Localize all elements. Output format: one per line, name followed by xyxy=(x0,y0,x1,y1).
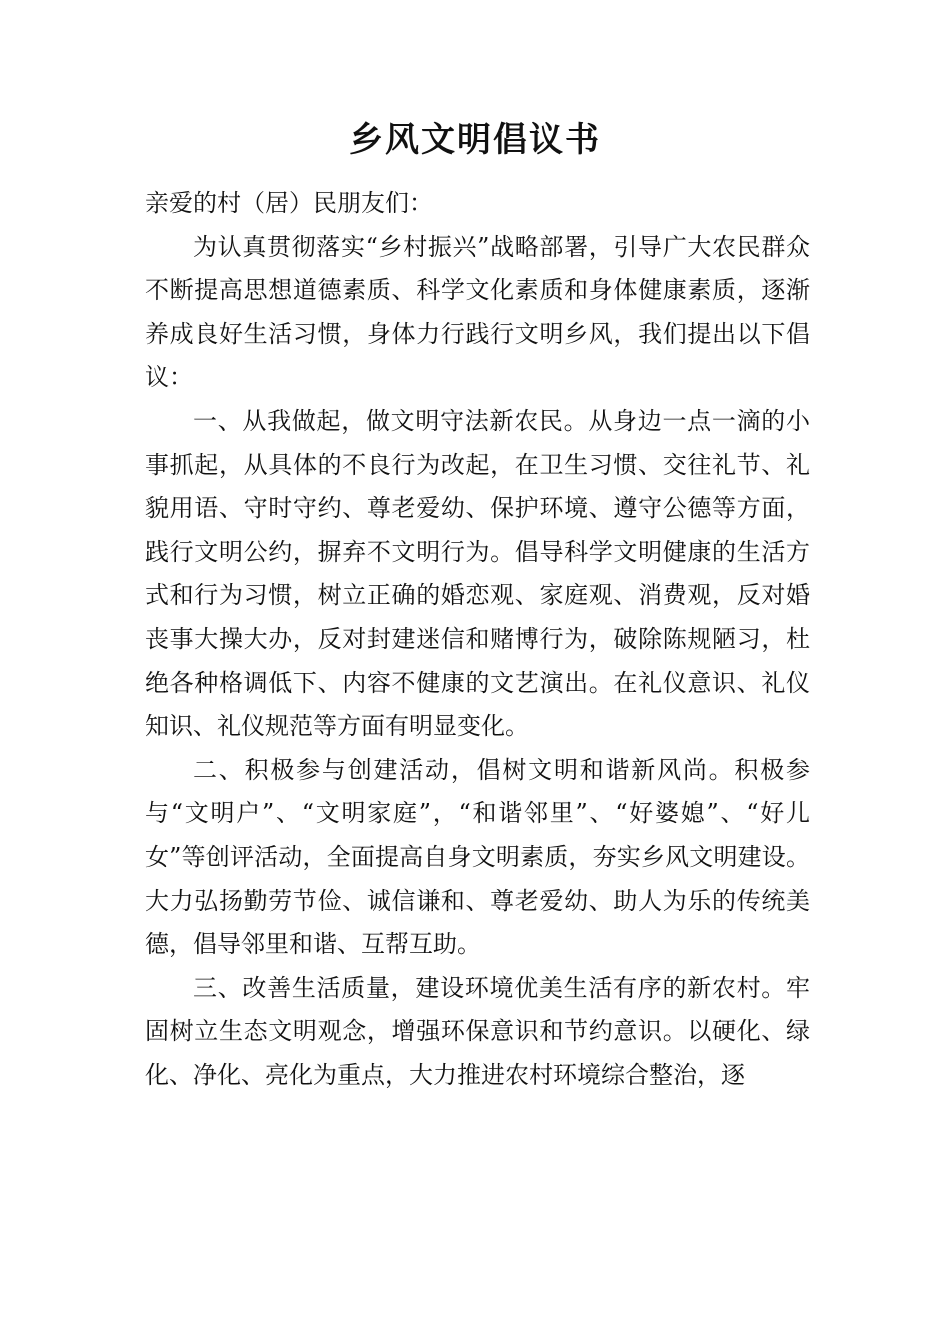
paragraph-proposal-3: 三、改善生活质量，建设环境优美生活有序的新农村。牢固树立生态文明观念，增强环保意识和节约意识。以硬化、绿化、净化、亮化为重点，大力推进农村环境综合整治，逐 xyxy=(145,973,810,1089)
paragraph-intro: 为认真贯彻落实“乡村振兴”战略部署，引导广大农民群众不断提高思想道德素质、科学文化素质和身体健康素质，逐渐养成良好生活习惯，身体力行践行文明乡风，我们提出以下倡议： xyxy=(145,232,810,392)
document-body xyxy=(145,182,810,1097)
salutation: 亲爱的村（居）民朋友们： xyxy=(145,189,433,217)
paragraph-proposal-2: 二、积极参与创建活动，倡树文明和谐新风尚。积极参与“文明户”、“文明家庭”，“和谐邻里”、“好婆媳”、“好儿女”等创评活动，全面提高自身文明素质，夯实乡风文明建设。大力弘扬勤劳节俭、诚信谦和、尊老爱幼、助人为乐的传统美德，倡导邻里和谐、互帮互助。 xyxy=(145,755,810,959)
paragraph-proposal-1: 一、从我做起，做文明守法新农民。从身边一点一滴的小事抓起，从具体的不良行为改起，在卫生习惯、交往礼节、礼貌用语、守时守约、尊老爱幼、保护环境、遵守公德等方面，践行文明公约，摒弃不文明行为。倡导科学文明健康的生活方式和行为习惯，树立正确的婚恋观、家庭观、消费观，反对婚丧事大操大办，反对封建迷信和赌博行为，破除陈规陋习，杜绝各种格调低下、内容不健康的文艺演出。在礼仪意识、礼仪知识、礼仪规范等方面有明显变化。 xyxy=(145,406,810,741)
document-title: 乡风文明倡议书 xyxy=(349,120,601,160)
